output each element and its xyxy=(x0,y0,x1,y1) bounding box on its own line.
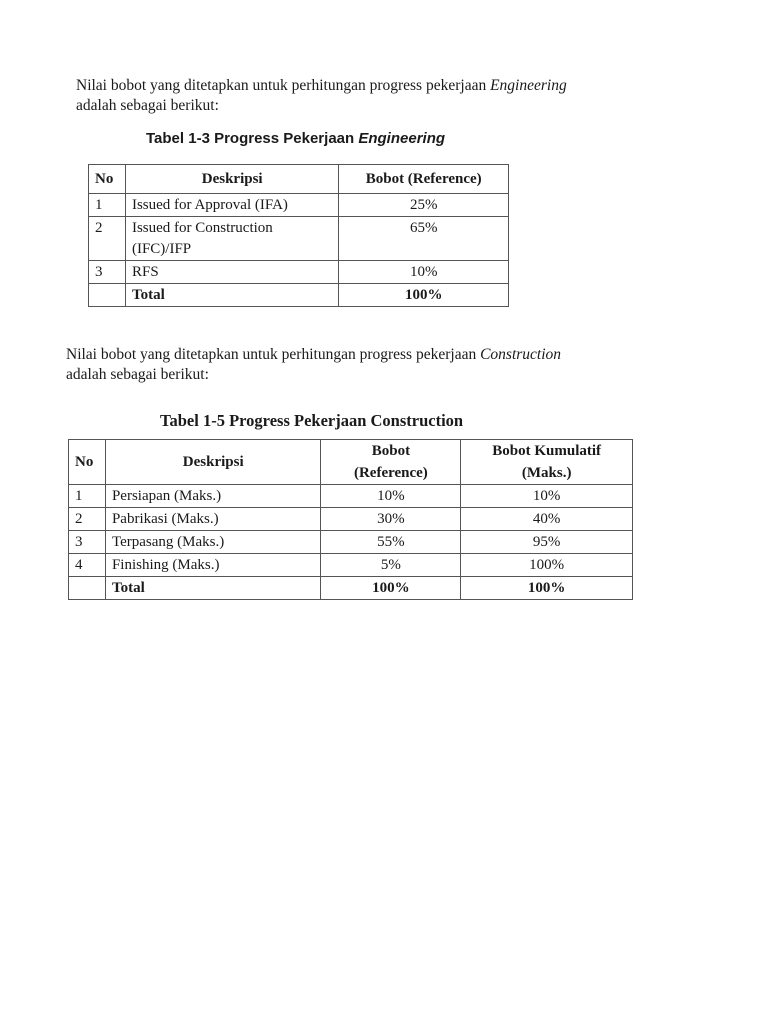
construction-progress-table xyxy=(68,439,633,600)
row-deskripsi-line2: (IFC)/IFP xyxy=(131,241,192,257)
row-kumulatif: 95% xyxy=(461,531,633,554)
engineering-caption-emphasis: Engineering xyxy=(358,130,446,147)
header-bobot xyxy=(321,440,461,485)
table-header-row xyxy=(69,440,633,485)
row-deskripsi: Pabrikasi (Maks.) xyxy=(105,508,321,531)
row-deskripsi: Issued for Approval (IFA) xyxy=(125,194,338,217)
construction-intro-continuation: adalah sebagai berikut: xyxy=(66,366,209,383)
row-deskripsi-line1: Issued for Construction xyxy=(131,220,273,236)
row-deskripsi: Persiapan (Maks.) xyxy=(105,485,321,508)
engineering-intro-continuation: adalah sebagai berikut: xyxy=(76,97,219,114)
row-no: 2 xyxy=(89,217,126,261)
header-bobot-line1: Bobot xyxy=(371,443,411,459)
header-bobot-line2: (Reference) xyxy=(353,465,428,481)
header-no: No xyxy=(89,165,126,194)
header-deskripsi: Deskripsi xyxy=(105,440,321,485)
table-row xyxy=(69,531,633,554)
total-kumulatif: 100% xyxy=(461,577,633,600)
row-deskripsi: RFS xyxy=(125,261,338,284)
row-deskripsi: Finishing (Maks.) xyxy=(105,554,321,577)
engineering-progress-table xyxy=(88,164,509,307)
table-row xyxy=(89,261,509,284)
construction-intro-emphasis: Construction xyxy=(480,346,562,363)
total-bobot: 100% xyxy=(339,284,509,307)
table-header-row xyxy=(89,165,509,194)
table-total-row xyxy=(89,284,509,307)
row-no: 3 xyxy=(69,531,106,554)
engineering-intro-emphasis: Engineering xyxy=(490,77,567,94)
construction-intro-paragraph xyxy=(66,345,706,385)
row-no: 4 xyxy=(69,554,106,577)
row-kumulatif: 100% xyxy=(461,554,633,577)
header-bobot: Bobot (Reference) xyxy=(339,165,509,194)
total-no-empty xyxy=(89,284,126,307)
table-row xyxy=(69,508,633,531)
row-kumulatif: 40% xyxy=(461,508,633,531)
row-no: 2 xyxy=(69,508,106,531)
row-no: 3 xyxy=(89,261,126,284)
row-no: 1 xyxy=(89,194,126,217)
engineering-table-caption xyxy=(146,130,445,147)
row-bobot: 5% xyxy=(321,554,461,577)
table-row xyxy=(69,554,633,577)
total-label: Total xyxy=(105,577,321,600)
row-bobot: 10% xyxy=(321,485,461,508)
construction-intro-text: Nilai bobot yang ditetapkan untuk perhitungan progress pekerjaan xyxy=(66,346,481,363)
row-no: 1 xyxy=(69,485,106,508)
row-deskripsi xyxy=(125,217,338,261)
header-no: No xyxy=(69,440,106,485)
engineering-intro-paragraph xyxy=(76,76,676,116)
row-bobot: 25% xyxy=(339,194,509,217)
engineering-caption-prefix: Tabel 1-3 Progress Pekerjaan xyxy=(146,130,359,147)
header-kumulatif-line1: Bobot Kumulatif xyxy=(492,443,602,459)
total-bobot: 100% xyxy=(321,577,461,600)
construction-table-caption: Tabel 1-5 Progress Pekerjaan Construction xyxy=(160,411,464,430)
row-deskripsi: Terpasang (Maks.) xyxy=(105,531,321,554)
table-total-row xyxy=(69,577,633,600)
engineering-intro-text: Nilai bobot yang ditetapkan untuk perhitungan progress pekerjaan xyxy=(76,77,491,94)
row-bobot: 55% xyxy=(321,531,461,554)
header-kumulatif-line2: (Maks.) xyxy=(521,465,572,481)
row-bobot: 65% xyxy=(339,217,509,261)
table-row xyxy=(89,217,509,261)
row-kumulatif: 10% xyxy=(461,485,633,508)
total-no-empty xyxy=(69,577,106,600)
table-row xyxy=(69,485,633,508)
table-row xyxy=(89,194,509,217)
total-label: Total xyxy=(125,284,338,307)
row-bobot: 10% xyxy=(339,261,509,284)
row-bobot: 30% xyxy=(321,508,461,531)
header-deskripsi: Deskripsi xyxy=(125,165,338,194)
header-bobot-kumulatif xyxy=(461,440,633,485)
